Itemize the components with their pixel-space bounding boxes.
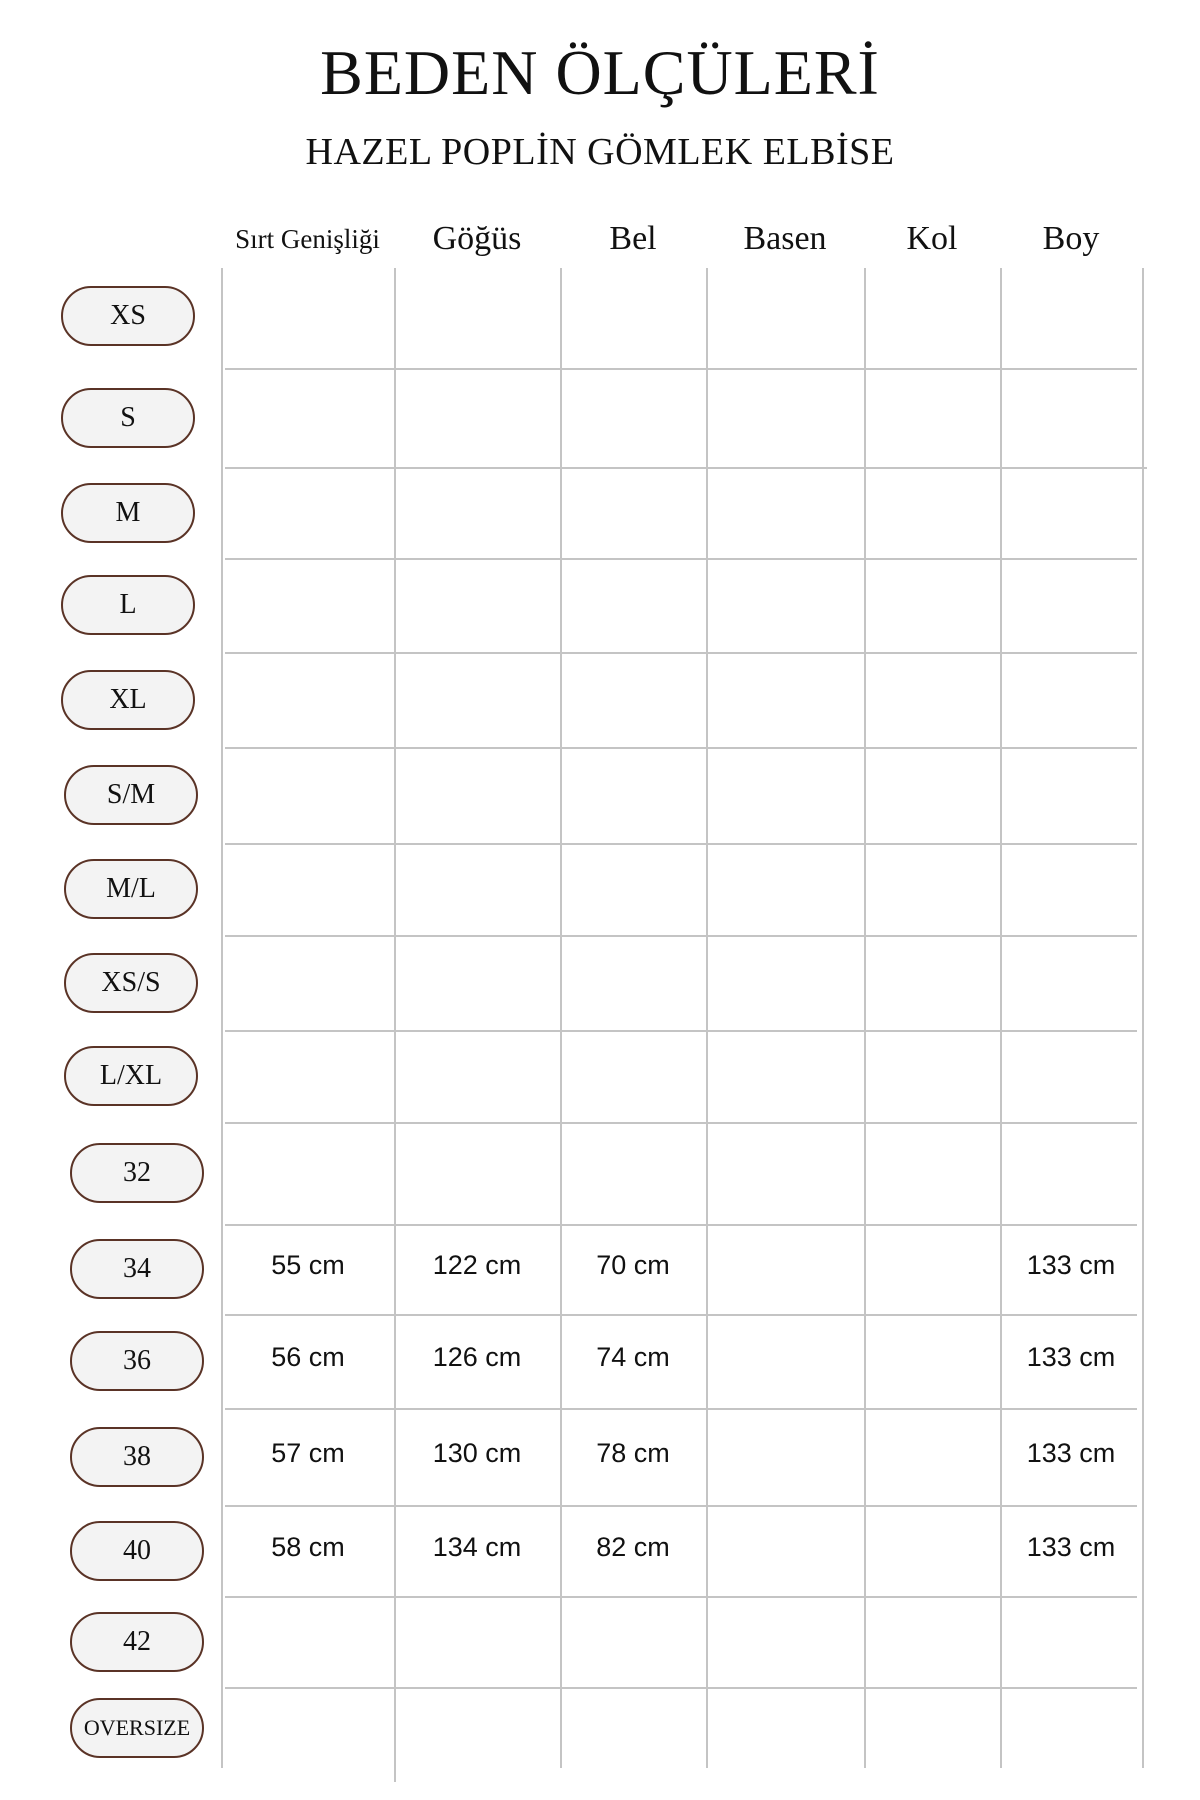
column-header-bel: Bel [609, 220, 657, 257]
size-label-oversize: OVERSIZE [70, 1698, 204, 1758]
measurement-cell: 57 cm [271, 1438, 345, 1468]
grid-horizontal-line [225, 467, 1147, 469]
size-label-xs-s: XS/S [64, 953, 198, 1013]
grid-horizontal-line [225, 1408, 1137, 1410]
measurement-cell: 74 cm [596, 1342, 670, 1372]
measurement-cell: 133 cm [1026, 1342, 1116, 1372]
grid-horizontal-line [225, 843, 1137, 845]
size-label-xl: XL [61, 670, 195, 730]
measurement-cell: 78 cm [596, 1438, 670, 1468]
size-label-36: 36 [70, 1331, 204, 1391]
size-label-s: S [61, 388, 195, 448]
grid-horizontal-line [225, 1030, 1137, 1032]
grid-horizontal-line [225, 1505, 1137, 1507]
grid-vertical-line [394, 268, 396, 1782]
measurement-cell: 56 cm [271, 1342, 345, 1372]
column-header-gogus: Göğüs [432, 220, 522, 257]
measurement-cell: 133 cm [1026, 1250, 1116, 1280]
size-label-32: 32 [70, 1143, 204, 1203]
page-subtitle: HAZEL POPLİN GÖMLEK ELBİSE [305, 131, 895, 173]
grid-horizontal-line [225, 368, 1137, 370]
measurement-cell: 58 cm [271, 1532, 345, 1562]
grid-horizontal-line [225, 1687, 1137, 1689]
grid-horizontal-line [225, 558, 1137, 560]
measurement-cell: 82 cm [596, 1532, 670, 1562]
size-label-xs: XS [61, 286, 195, 346]
measurement-cell: 133 cm [1026, 1532, 1116, 1562]
measurement-cell: 70 cm [596, 1250, 670, 1280]
grid-horizontal-line [225, 935, 1137, 937]
grid-horizontal-line [225, 747, 1137, 749]
measurement-cell: 122 cm [432, 1250, 522, 1280]
column-header-sirt-genisligi: Sırt Genişliği [235, 224, 380, 254]
column-header-basen: Basen [743, 220, 827, 257]
page-title: BEDEN ÖLÇÜLERİ [320, 37, 880, 108]
size-label-42: 42 [70, 1612, 204, 1672]
measurement-cell: 133 cm [1026, 1438, 1116, 1468]
size-label-m: M [61, 483, 195, 543]
size-label-34: 34 [70, 1239, 204, 1299]
measurement-cell: 55 cm [271, 1250, 345, 1280]
size-label-38: 38 [70, 1427, 204, 1487]
grid-vertical-line [221, 268, 223, 1768]
size-label-s-m: S/M [64, 765, 198, 825]
measurement-cell: 130 cm [432, 1438, 522, 1468]
size-label-m-l: M/L [64, 859, 198, 919]
measurement-cell: 126 cm [432, 1342, 522, 1372]
grid-horizontal-line [225, 1596, 1137, 1598]
size-label-l-xl: L/XL [64, 1046, 198, 1106]
grid-horizontal-line [225, 652, 1137, 654]
grid-horizontal-line [225, 1314, 1137, 1316]
measurement-cell: 134 cm [432, 1532, 522, 1562]
grid-horizontal-line [225, 1224, 1137, 1226]
grid-vertical-line [864, 268, 866, 1768]
grid-horizontal-line [225, 1122, 1137, 1124]
size-label-l: L [61, 575, 195, 635]
column-header-boy: Boy [1042, 220, 1100, 257]
column-header-kol: Kol [906, 220, 958, 257]
size-label-40: 40 [70, 1521, 204, 1581]
